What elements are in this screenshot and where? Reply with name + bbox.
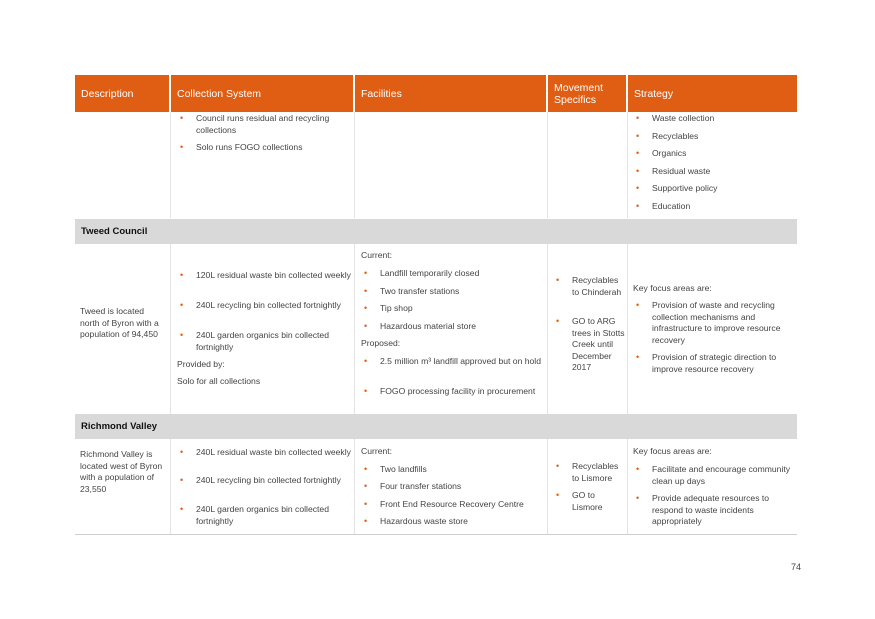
- list-item: • Two transfer stations: [361, 286, 546, 298]
- list-item: • 240L residual waste bin collected weekly: [177, 447, 352, 459]
- column-divider: [627, 439, 628, 534]
- list-item: • Provide adequate resources to respond to waste incidents appropriately: [633, 493, 793, 528]
- header-facilities: Facilities: [355, 75, 546, 112]
- list-item: • GO to ARG trees in Stotts Creek until December 2017: [553, 316, 627, 374]
- column-divider: [627, 244, 628, 414]
- list-item: • Facilitate and encourage community clean up days: [633, 464, 793, 487]
- column-divider: [170, 439, 171, 534]
- list-item: • Recyclables to Chinderah: [553, 275, 627, 298]
- list-item: • Tip shop: [361, 303, 546, 315]
- list-item: • 2.5 million m³ landfill approved but on hold: [361, 356, 546, 368]
- column-divider: [547, 112, 548, 218]
- list-item: • Hazardous material store: [361, 321, 546, 333]
- list-item: • Recyclables: [633, 131, 793, 143]
- proposed-label: Proposed:: [361, 338, 401, 348]
- column-divider: [354, 244, 355, 414]
- list-item: • 240L recycling bin collected fortnightly: [177, 475, 352, 487]
- list-item: • Education: [633, 201, 793, 213]
- list-item: • 120L residual waste bin collected weekly: [177, 270, 352, 282]
- table-bottom-border: [75, 534, 797, 535]
- list-item: • Provision of waste and recycling collection mechanisms and infrastructure to improve resource recovery: [633, 300, 793, 346]
- column-divider: [547, 244, 548, 414]
- page-number: 74: [790, 562, 801, 572]
- section-band-tweed: Tweed Council: [75, 219, 797, 244]
- list-item: • Council runs residual and recycling collections: [177, 113, 352, 136]
- column-divider: [354, 439, 355, 534]
- section-band-richmond: Richmond Valley: [75, 414, 797, 439]
- tweed-description: Tweed is located north of Byron with a population of 94,450: [80, 306, 159, 340]
- header-collection-system: Collection System: [171, 75, 353, 112]
- strategy-intro: Key focus areas are:: [633, 446, 712, 456]
- header-strategy: Strategy: [628, 75, 797, 112]
- list-item: • Hazardous waste store: [361, 516, 546, 528]
- list-item: • Waste collection: [633, 113, 793, 125]
- list-item: • Recyclables to Lismore: [553, 461, 627, 484]
- header-description: Description: [75, 75, 169, 112]
- column-divider: [547, 439, 548, 534]
- provided-by-label: Provided by:: [177, 359, 225, 369]
- list-item: • Front End Resource Recovery Centre: [361, 499, 546, 511]
- provider-text: Solo for all collections: [177, 376, 261, 386]
- richmond-description: Richmond Valley is located west of Byron with a population of 23,550: [80, 449, 163, 494]
- current-label: Current:: [361, 250, 393, 260]
- column-divider: [170, 112, 171, 218]
- list-item: • Organics: [633, 148, 793, 160]
- list-item: • FOGO processing facility in procurement: [361, 386, 546, 398]
- list-item: • 240L garden organics bin collected fortnightly: [177, 330, 352, 353]
- list-item: • Two landfills: [361, 464, 546, 476]
- header-movement-specifics: Movement Specifics: [548, 75, 626, 112]
- column-divider: [170, 244, 171, 414]
- list-item: • Residual waste: [633, 166, 793, 178]
- list-item: • 240L recycling bin collected fortnightly: [177, 300, 352, 312]
- list-item: • Landfill temporarily closed: [361, 268, 546, 280]
- column-divider: [627, 112, 628, 218]
- list-item: • Supportive policy: [633, 183, 793, 195]
- column-divider: [354, 112, 355, 218]
- list-item: • Solo runs FOGO collections: [177, 142, 352, 154]
- list-item: • GO to Lismore: [553, 490, 627, 513]
- list-item: • 240L garden organics bin collected fortnightly: [177, 504, 352, 527]
- list-item: • Four transfer stations: [361, 481, 546, 493]
- current-label: Current:: [361, 446, 393, 456]
- list-item: • Provision of strategic direction to improve resource recovery: [633, 352, 793, 375]
- strategy-intro: Key focus areas are:: [633, 283, 712, 293]
